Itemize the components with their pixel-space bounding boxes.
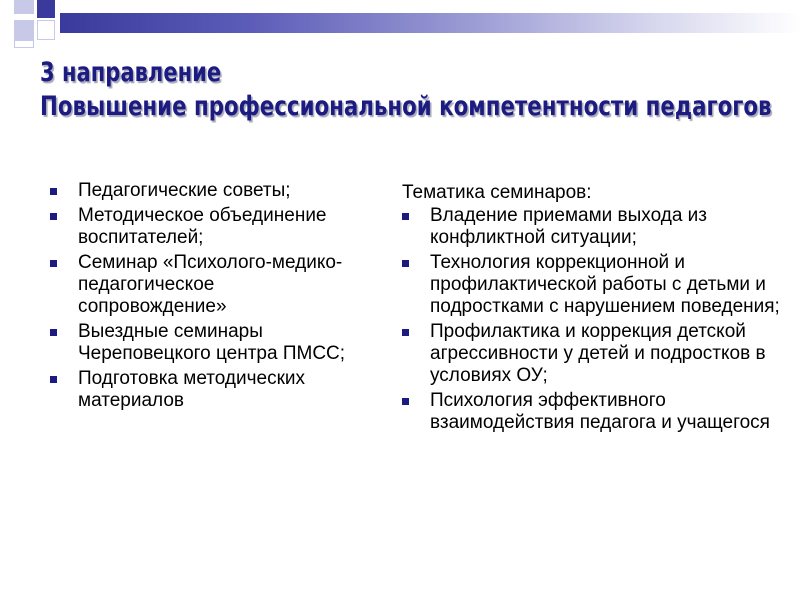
square-bullet-icon	[402, 260, 409, 267]
square-bullet-icon	[402, 398, 409, 405]
list-item: Профилактика и коррекция детской агрессивности у детей и подростков в условиях ОУ;	[400, 321, 780, 387]
square-bullet-icon	[402, 329, 409, 336]
list-item: Семинар «Психолого-медико-педагогическое сопровождение»	[48, 252, 348, 318]
seminar-topics-list	[400, 205, 780, 434]
square-bullet-icon	[50, 260, 57, 267]
square-bullet-icon	[50, 188, 57, 195]
left-column	[48, 180, 348, 415]
square-bullet-icon	[402, 213, 409, 220]
list-item: Выездные семинары Череповецкого центра ПМСС;	[48, 321, 348, 365]
slide-title	[40, 56, 800, 124]
title-line-2: Повышение профессиональной компетентности педагогов	[40, 90, 772, 122]
list-item: Владение приемами выхода из конфликтной ситуации;	[400, 205, 780, 249]
square-bullet-icon	[50, 213, 57, 220]
seminar-topics-heading: Тематика семинаров:	[402, 182, 592, 203]
activities-list	[48, 180, 348, 412]
right-column	[400, 182, 780, 437]
decor-square	[14, 20, 34, 40]
decor-square	[14, 0, 34, 14]
decor-square	[14, 40, 34, 48]
decor-square	[37, 0, 55, 18]
list-item: Педагогические советы;	[48, 180, 348, 202]
list-item: Технология коррекционной и профилактической работы с детьми и подростками с нарушением поведения;	[400, 252, 780, 318]
square-bullet-icon	[50, 376, 57, 383]
title-line-1: 3 направление	[40, 57, 222, 88]
list-item: Методическое объединение воспитателей;	[48, 205, 348, 249]
list-item: Подготовка методических материалов	[48, 368, 348, 412]
list-item: Психология эффективного взаимодействия педагога и учащегося	[400, 390, 780, 434]
square-bullet-icon	[50, 329, 57, 336]
decor-square	[37, 20, 55, 40]
header-gradient-bar	[60, 13, 800, 33]
